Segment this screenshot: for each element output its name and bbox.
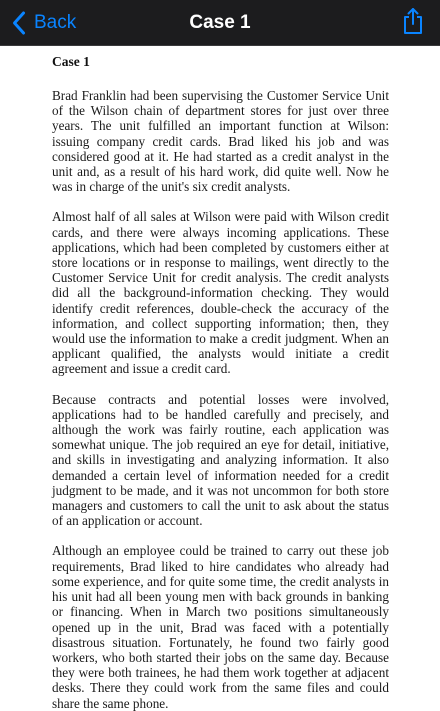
back-button[interactable]: [8, 6, 76, 40]
share-button[interactable]: [400, 8, 426, 38]
page-title: Case 1: [189, 12, 251, 33]
share-icon: [402, 7, 424, 40]
case-heading: Case 1: [52, 54, 90, 69]
paragraph: Although an employee could be trained to carry out these job requirements, Brad liked to hire candidates who already had some experience, and for quite some time, the credit analysts in his unit had all been young men with back grounds in banking or financing. When in March two positions simultaneously opened up in the unit, Brad was faced with a potentially disastrous situation. Fortunately, he found two fairly good workers, who both started their jobs on the same day. Because they were both trainees, he had them work together at adjacent desks. There they could work from the same files and could share the same phone.: [52, 543, 389, 711]
paragraph: Because contracts and potential losses were involved, applications had to be handled carefully and precisely, and although the work was fairly routine, each application was somewhat unique. The job required an eye for detail, initiative, and skills in investigating and analyzing information. It also demanded a certain level of information needed for a credit judgment to be made, and it was not uncommon for both store managers and customers to call the unit to ask about the status of an application or account.: [52, 391, 389, 529]
paragraph: Brad Franklin had been supervising the Customer Service Unit of the Wilson chain of department stores for just over three years. The unit fulfilled an important function at Wilson: issuing company credit cards. Brad liked his job and was considered good at it. He had started as a credit analyst in the unit and, as a result of his hard work, did quite well. Now he was in charge of the unit's six credit analysts.: [52, 88, 389, 195]
chevron-left-icon: [8, 6, 30, 40]
navigation-bar: [0, 0, 440, 46]
paragraph: Almost half of all sales at Wilson were paid with Wilson credit cards, and there were always incoming applications. These applications, which had been completed by customers either at store locations or in response to mailings, went directly to the Customer Service Unit for credit analysis. The credit analysts did all the background-information checking. They would identify credit references, double-check the accuracy of the information, and collect supporting information; then, they would use the information to make a credit judgment. When an applicant qualified, the analysts would initiate a credit agreement and issue a credit card.: [52, 209, 389, 377]
document-view[interactable]: [0, 46, 440, 711]
back-label: Back: [34, 12, 77, 33]
